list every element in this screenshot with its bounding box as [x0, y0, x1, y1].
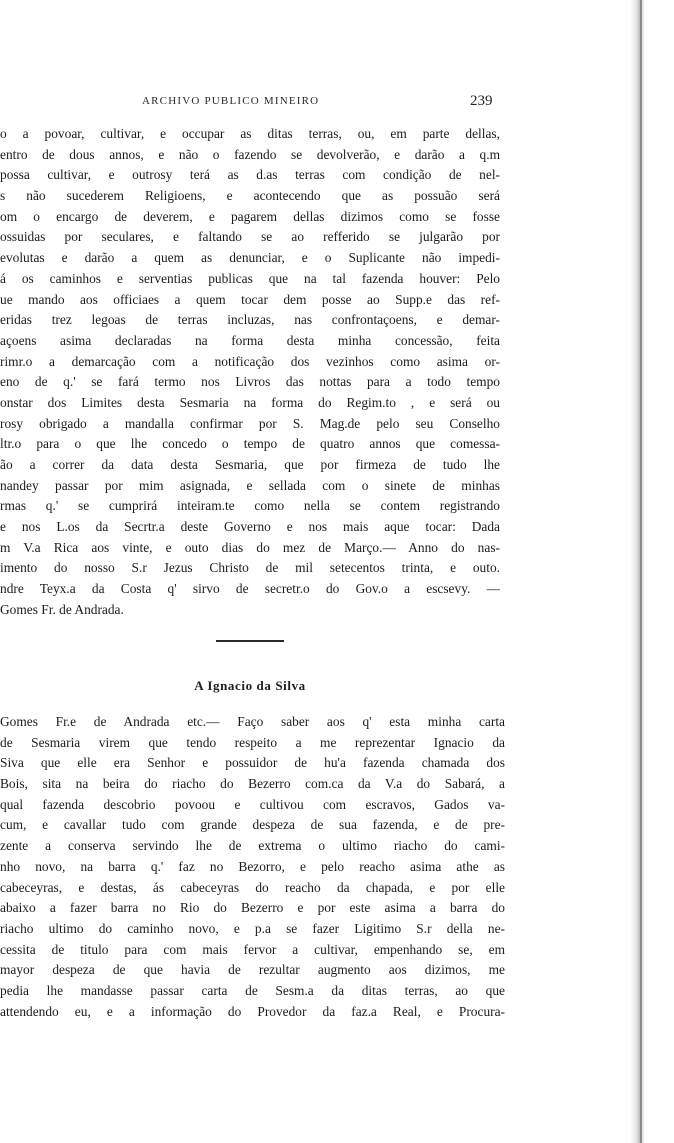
- text-line: e nos L.os da Secrtr.a deste Governo e nos mais aque tocar: Dada: [0, 519, 500, 535]
- text-line: possa cultivar, e outrosy terá as d.as terras com condição de nel-: [0, 167, 500, 183]
- text-line: Bois, sita na beira do riacho do Bezerro com.ca da V.a do Sabará, a: [0, 776, 505, 792]
- text-line: pedia lhe mandasse passar carta de Sesm.a da ditas terras, ao que: [0, 982, 505, 998]
- text-line: onstar dos Limites desta Sesmaria na forma do Regim.to , e será ou: [0, 394, 500, 410]
- text-line: entro de dous annos, e não o fazendo se devolverão, e darão a q.m: [0, 146, 500, 162]
- text-line: o a povoar, cultivar, e occupar as ditas terras, ou, em parte dellas,: [0, 126, 500, 141]
- text-line: Gomes Fr.e de Andrada etc.— Faço saber aos q' esta minha carta: [0, 714, 505, 729]
- text-line: ue mando aos officiaes a quem tocar dem posse ao Supp.e das ref-: [0, 291, 500, 307]
- running-head: [0, 93, 620, 113]
- section-title: A Ignacio da Silva: [194, 678, 306, 693]
- text-line: rosy obrigado a mandalla confirmar por S. Mag.de pelo seu Conselho: [0, 415, 500, 431]
- text-line: Siva que elle era Senhor e possuidor de hu'a fazenda chamada dos: [0, 755, 505, 771]
- section-separator: [216, 640, 284, 642]
- text-line: ão a correr da data desta Sesmaria, que por firmeza de tudo lhe: [0, 457, 500, 472]
- text-line: cum, e cavallar tudo com grande despeza de sua fazenda, e de pre-: [0, 817, 505, 833]
- text-line: ndre Teyx.a da Costa q' sirvo de secretr.o do Gov.o a escsevy. —: [0, 581, 500, 597]
- text-line: cabeceyras, e destas, ás cabeceyras do reacho da chapada, e por elle: [0, 879, 505, 895]
- text-line: cessita de titulo para com mais fervor a cultivar, empenhando se, em: [0, 941, 505, 957]
- text-line: açoens asima declaradas na forma desta minha concessão, feita: [0, 332, 500, 348]
- text-line: evolutas e darão a quem as denunciar, e o Suplicante não impedi-: [0, 250, 500, 266]
- text-line: rmas q.' se cumprirá inteiram.te como nella se contem registrando: [0, 498, 500, 514]
- text-line: m V.a Rica aos vinte, e outo dias do mez de Março.— Anno do nas-: [0, 539, 500, 555]
- paragraph-continued: [0, 124, 510, 621]
- binding-edge: [640, 0, 642, 1143]
- text-line: mayor despeza de que havia de rezultar augmento aos dizimos, me: [0, 962, 505, 978]
- text-line: ossuidas por seculares, e faltando se ao refferido se julgarão por: [0, 229, 500, 245]
- text-line: imento do nosso S.r Jezus Christo de mil setecentos trinta, e outo.: [0, 560, 500, 576]
- text-line: attendendo eu, e a informação do Provedor da faz.a Real, e Procura-: [0, 1003, 505, 1019]
- paragraph-carta: [0, 712, 510, 1022]
- text-line: riacho ultimo do caminho novo, e p.a se fazer Ligitimo S.r della ne-: [0, 920, 505, 936]
- text-line: nho novo, na barra q.' faz no Bezorro, e pelo reacho asima athe as: [0, 858, 505, 874]
- text-line: om o encargo de deverem, e pagarem dellas dizimos como se fosse: [0, 208, 500, 224]
- text-line: Gomes Fr. de Andrada.: [0, 601, 124, 617]
- text-line: de Sesmaria virem que tendo respeito a me reprezentar Ignacio da: [0, 734, 505, 750]
- text-line: rimr.o a demarcação com a notificação dos vezinhos como asima or-: [0, 353, 500, 369]
- text-line: zente a conserva servindo lhe de extrema o ultimo riacho do cami-: [0, 838, 505, 854]
- text-line: á os caminhos e serventias publicas que na tal fazenda houver: Pelo: [0, 270, 500, 286]
- text-line: eridas trez legoas de terras incluzas, nas confrontaçoens, e demar-: [0, 312, 500, 328]
- text-line: nandey passar por mim asignada, e sellada com o sinete de minhas: [0, 477, 500, 493]
- text-line: ltr.o para o que lhe concedo o tempo de quatro annos que comessa-: [0, 436, 500, 452]
- text-line: s não sucederem Religioens, e acontecendo que as possuão será: [0, 188, 500, 204]
- running-title: ARCHIVO PUBLICO MINEIRO: [142, 95, 320, 107]
- text-line: abaixo a fazer barra no Rio do Bezerro e por este asima a barra do: [0, 900, 505, 916]
- text-line: eno de q.' se fará termo nos Livros das nottas para a todo tempo: [0, 374, 500, 390]
- text-line: qual fazenda descobrio povoou e cultivou com escravos, Gados va-: [0, 796, 505, 812]
- page-number: 239: [470, 93, 493, 109]
